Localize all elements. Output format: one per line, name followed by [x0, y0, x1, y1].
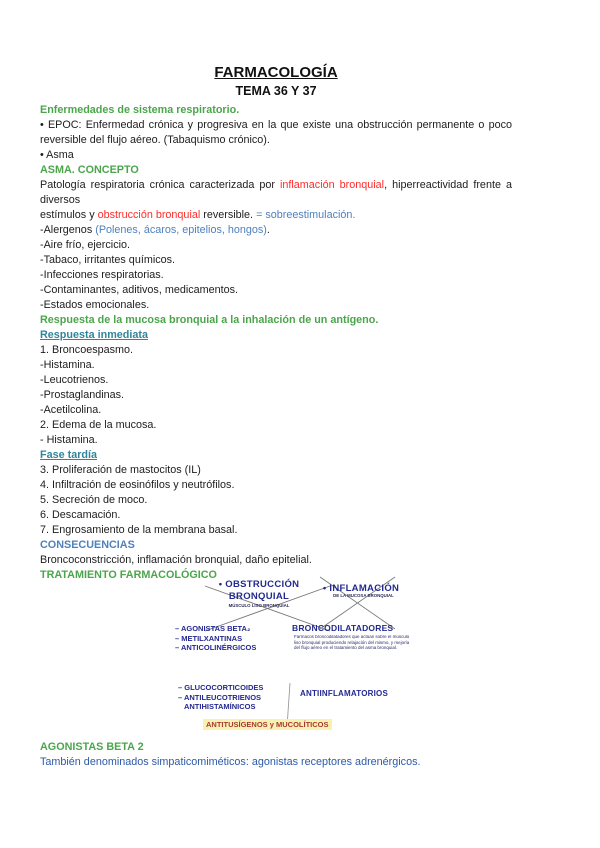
text-segment: -Acetilcolina.: [40, 404, 102, 416]
text-line: [40, 253, 512, 268]
text-line: [40, 223, 512, 238]
text-segment: -Aire frío, ejercicio.: [40, 239, 130, 251]
text-line: [40, 493, 512, 508]
text-segment: Broncoconstricción, inflamación bronquial, daño epitelial.: [40, 554, 312, 566]
diagram-antiinflammatories-title: ANTIINFLAMATORIOS: [300, 689, 388, 698]
text-segment: 4. Infiltración de eosinófilos y neutrófilos.: [40, 479, 235, 491]
document-footer-text: [40, 740, 512, 770]
text-segment: Respuesta inmediata: [40, 329, 149, 341]
text-segment: 6. Descamación.: [40, 509, 121, 521]
text-line: [40, 328, 512, 343]
text-segment: 7. Engrosamiento de la membrana basal.: [40, 524, 238, 536]
text-line: [40, 208, 512, 223]
diagram-list-item: – ANTICOLINÉRGICOS: [175, 643, 257, 652]
text-segment: , hiperreactividad frente a diversos: [40, 179, 512, 206]
text-line: [40, 313, 512, 328]
text-segment: -Histamina.: [40, 359, 95, 371]
text-segment: -Alergenos: [40, 224, 96, 236]
text-line: [40, 538, 512, 553]
text-segment: 1. Broncoespasmo.: [40, 344, 134, 356]
diagram-inflammation-label: • INFLAMACIÓN: [322, 583, 400, 594]
diagram-list-item: – ANTILEUCOTRIENOS: [178, 692, 262, 702]
text-segment: -Contaminantes, aditivos, medicamentos.: [40, 284, 239, 296]
diagram-bronchodilators-title: BRONCODILATADORES: [292, 623, 394, 633]
text-line: [40, 418, 512, 433]
page-subtitle: TEMA 36 Y 37: [235, 84, 317, 98]
text-segment: Respuesta de la mucosa bronquial a la inhalación de un antígeno.: [40, 314, 379, 326]
text-segment: Patología respiratoria crónica caracterizada por: [40, 179, 280, 191]
text-line: [40, 373, 512, 388]
text-line: [40, 433, 512, 448]
text-segment: reversible.: [200, 209, 257, 221]
treatment-diagram: [170, 579, 438, 738]
diagram-obstruction-label: [200, 579, 318, 602]
text-line: [40, 403, 512, 418]
text-segment: 5. Secreción de moco.: [40, 494, 148, 506]
diagram-list-item: – METILXANTINAS: [175, 633, 243, 643]
diagram-obstruction-line2: BRONQUIAL: [228, 590, 290, 602]
text-segment: • Asma: [40, 149, 74, 161]
text-segment: inflamación bronquial: [280, 179, 385, 191]
text-line: [40, 238, 512, 253]
text-line: [40, 463, 512, 478]
text-line: [40, 388, 512, 403]
text-segment: reversible del flujo aéreo. (Tabaquismo crónico).: [40, 134, 270, 146]
text-line: [40, 163, 512, 178]
text-line: [40, 523, 512, 538]
diagram-bronchodilator-drug-list: [175, 624, 256, 653]
diagram-list-item: – GLUCOCORTICOIDES: [178, 683, 264, 692]
diagram-obstruction-caption: MÚSCULO LISO BRONQUIAL: [228, 604, 290, 609]
text-segment: .: [266, 224, 270, 236]
text-segment: ASMA. CONCEPTO: [40, 164, 139, 176]
text-line: [40, 755, 512, 770]
text-line: [40, 178, 512, 208]
text-segment: -Estados emocionales.: [40, 299, 150, 311]
text-segment: -Leucotrienos.: [40, 374, 109, 386]
document-body-text: [40, 103, 512, 583]
text-segment: -Infecciones respiratorias.: [40, 269, 164, 281]
diagram-bronchodilators-description: Fármacos broncodilatadores que actúan sobre el músculo liso bronquial produciendo relajación del mismo, y mejoría del flujo aéreo en el tratamiento del asma bronquial.: [294, 635, 410, 651]
text-line: [40, 478, 512, 493]
diagram-antiinflammatory-drug-list: [178, 683, 263, 712]
text-segment: - Histamina.: [40, 434, 98, 446]
text-line: [40, 283, 512, 298]
text-segment: Fase tardía: [40, 449, 98, 461]
diagram-list-item: – AGONISTAS BETA₂: [175, 624, 251, 633]
text-segment: TRATAMIENTO FARMACOLÓGICO: [40, 569, 217, 581]
diagram-inflammation-caption: DE LA MUCOSA BRONQUIAL: [333, 594, 394, 599]
text-line: [40, 118, 512, 133]
text-segment: 3. Proliferación de mastocitos (IL): [40, 464, 201, 476]
text-line: [40, 148, 512, 163]
page-title: FARMACOLOGÍA: [214, 64, 338, 81]
text-line: [40, 268, 512, 283]
text-segment: • EPOC: Enfermedad crónica y progresiva en la que existe una obstrucción permanente o poco: [40, 119, 512, 131]
text-segment: 2. Edema de la mucosa.: [40, 419, 157, 431]
text-line: [40, 343, 512, 358]
text-segment: CONSECUENCIAS: [40, 539, 135, 551]
text-segment: estímulos y: [40, 209, 98, 221]
text-segment: (Polenes, ácaros, epitelios, hongos): [95, 224, 267, 236]
text-line: [40, 133, 512, 148]
diagram-antitussives-highlight: ANTITUSÍGENOS y MUCOLÍTICOS: [203, 719, 332, 730]
text-segment: -Prostaglandinas.: [40, 389, 125, 401]
text-line: [40, 358, 512, 373]
text-segment: = sobreestimulación.: [256, 209, 356, 221]
text-segment: -Tabaco, irritantes químicos.: [40, 254, 176, 266]
text-line: [40, 448, 512, 463]
text-line: [40, 103, 512, 118]
document-content: [40, 63, 512, 770]
text-segment: AGONISTAS BETA 2: [40, 741, 144, 753]
text-line: [40, 298, 512, 313]
text-segment: Enfermedades de sistema respiratorio.: [40, 104, 240, 116]
text-line: [40, 508, 512, 523]
diagram-list-item: ANTIHISTAMÍNICOS: [178, 702, 256, 711]
text-segment: También denominados simpaticomiméticos: agonistas receptores adrenérgicos.: [40, 756, 421, 768]
diagram-obstruction-line1: • OBSTRUCCIÓN: [218, 579, 300, 590]
text-segment: obstrucción bronquial: [97, 209, 201, 221]
